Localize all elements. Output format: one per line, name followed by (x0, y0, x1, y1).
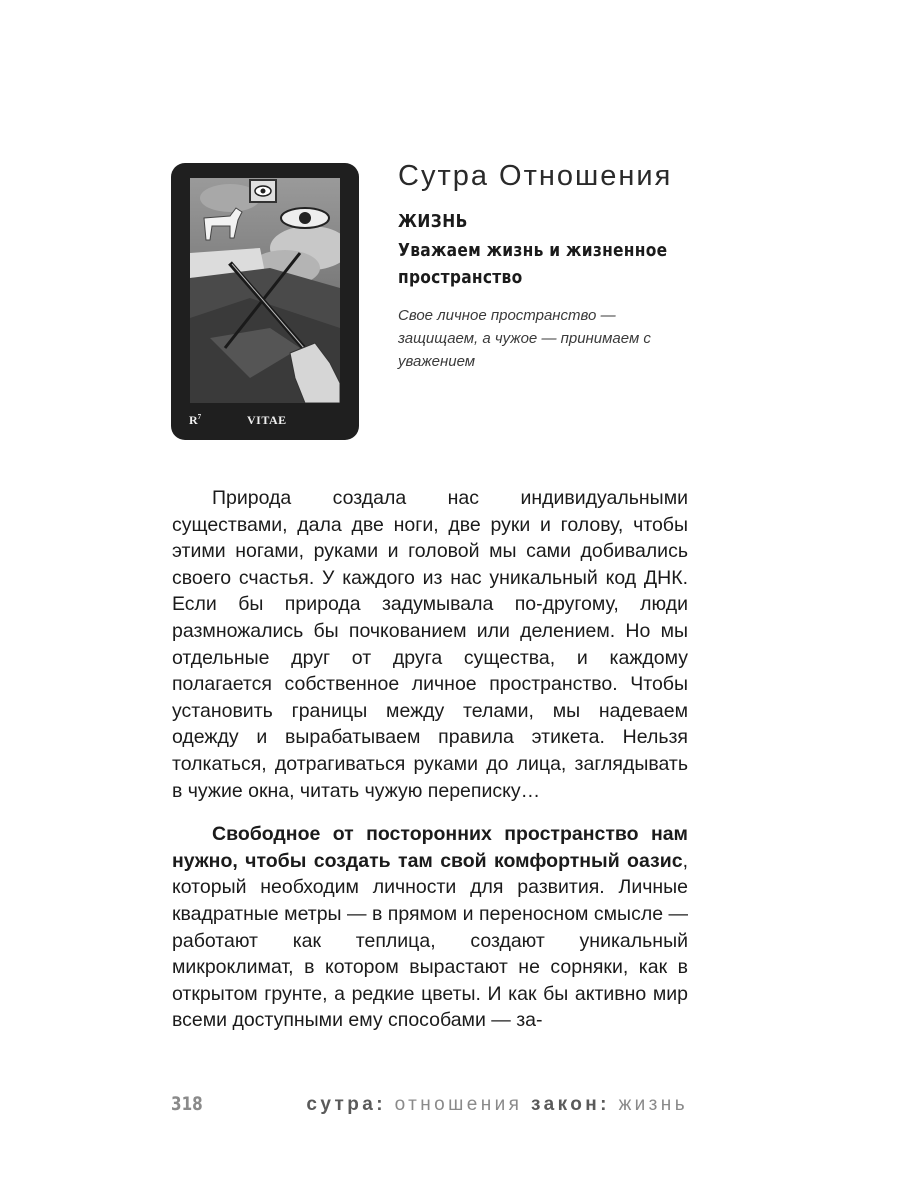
card-artwork (190, 178, 340, 403)
running-head-sutra-label: сутра: (306, 1094, 386, 1115)
paragraph-2 (172, 821, 688, 1034)
running-head-law-value: жизнь (618, 1094, 688, 1115)
card-rank (189, 413, 201, 428)
law-name: ЖИЗНЬ (398, 211, 468, 232)
card-illustration (190, 178, 340, 403)
tarot-card (171, 163, 359, 440)
running-head-law-label: закон: (531, 1094, 610, 1115)
card-footer (171, 409, 359, 431)
paragraph-2-emphasis: Свободное от посторонних пространство нам нужно, чтобы создать там свой комфортный оазис (172, 823, 688, 872)
running-head (306, 1094, 688, 1116)
law-subtitle: Уважаем жизнь и жизненное пространство (398, 240, 668, 288)
card-rank-letter: R (189, 413, 198, 427)
paragraph-1: Природа создала нас индивидуальными существами, дала две ноги, две руки и голову, чтобы этими ногами, руками и головой мы сами добивались своего счастья. У каждого из нас уникальный код ДНК. Если бы природа задумывала по-другому, люди размножались бы почкованием или делением. Но мы отдельные друг от друга существа, и каждому полагается собственное личное пространство. Чтобы установить границы между телами, мы надеваем одежду и вырабатываем правила этикета. Нельзя толкаться, дотрагиваться руками до лица, заглядывать в чужие окна, читать чужую переписку… (172, 487, 688, 802)
running-head-sutra-value: отношения (394, 1094, 523, 1115)
law-motto: Свое личное пространство — защищаем, а чужое — принимаем с уважением (398, 307, 651, 370)
sutra-title: Сутра Отношения (398, 160, 673, 192)
page-number: 318 (171, 1093, 203, 1115)
card-name: VITAE (247, 413, 287, 427)
body-text (172, 485, 688, 1034)
card-rank-number: 7 (197, 413, 202, 421)
paragraph-2-text: , который необходим личности для развития. Личные квадратные метры — в прямом и переносном смысле — работают как теплица, создают уникальный микроклимат, в котором вырастают не сорняки, как в открытом грунте, а редкие цветы. И как бы активно мир всеми доступными ему способами — за- (172, 849, 688, 1032)
